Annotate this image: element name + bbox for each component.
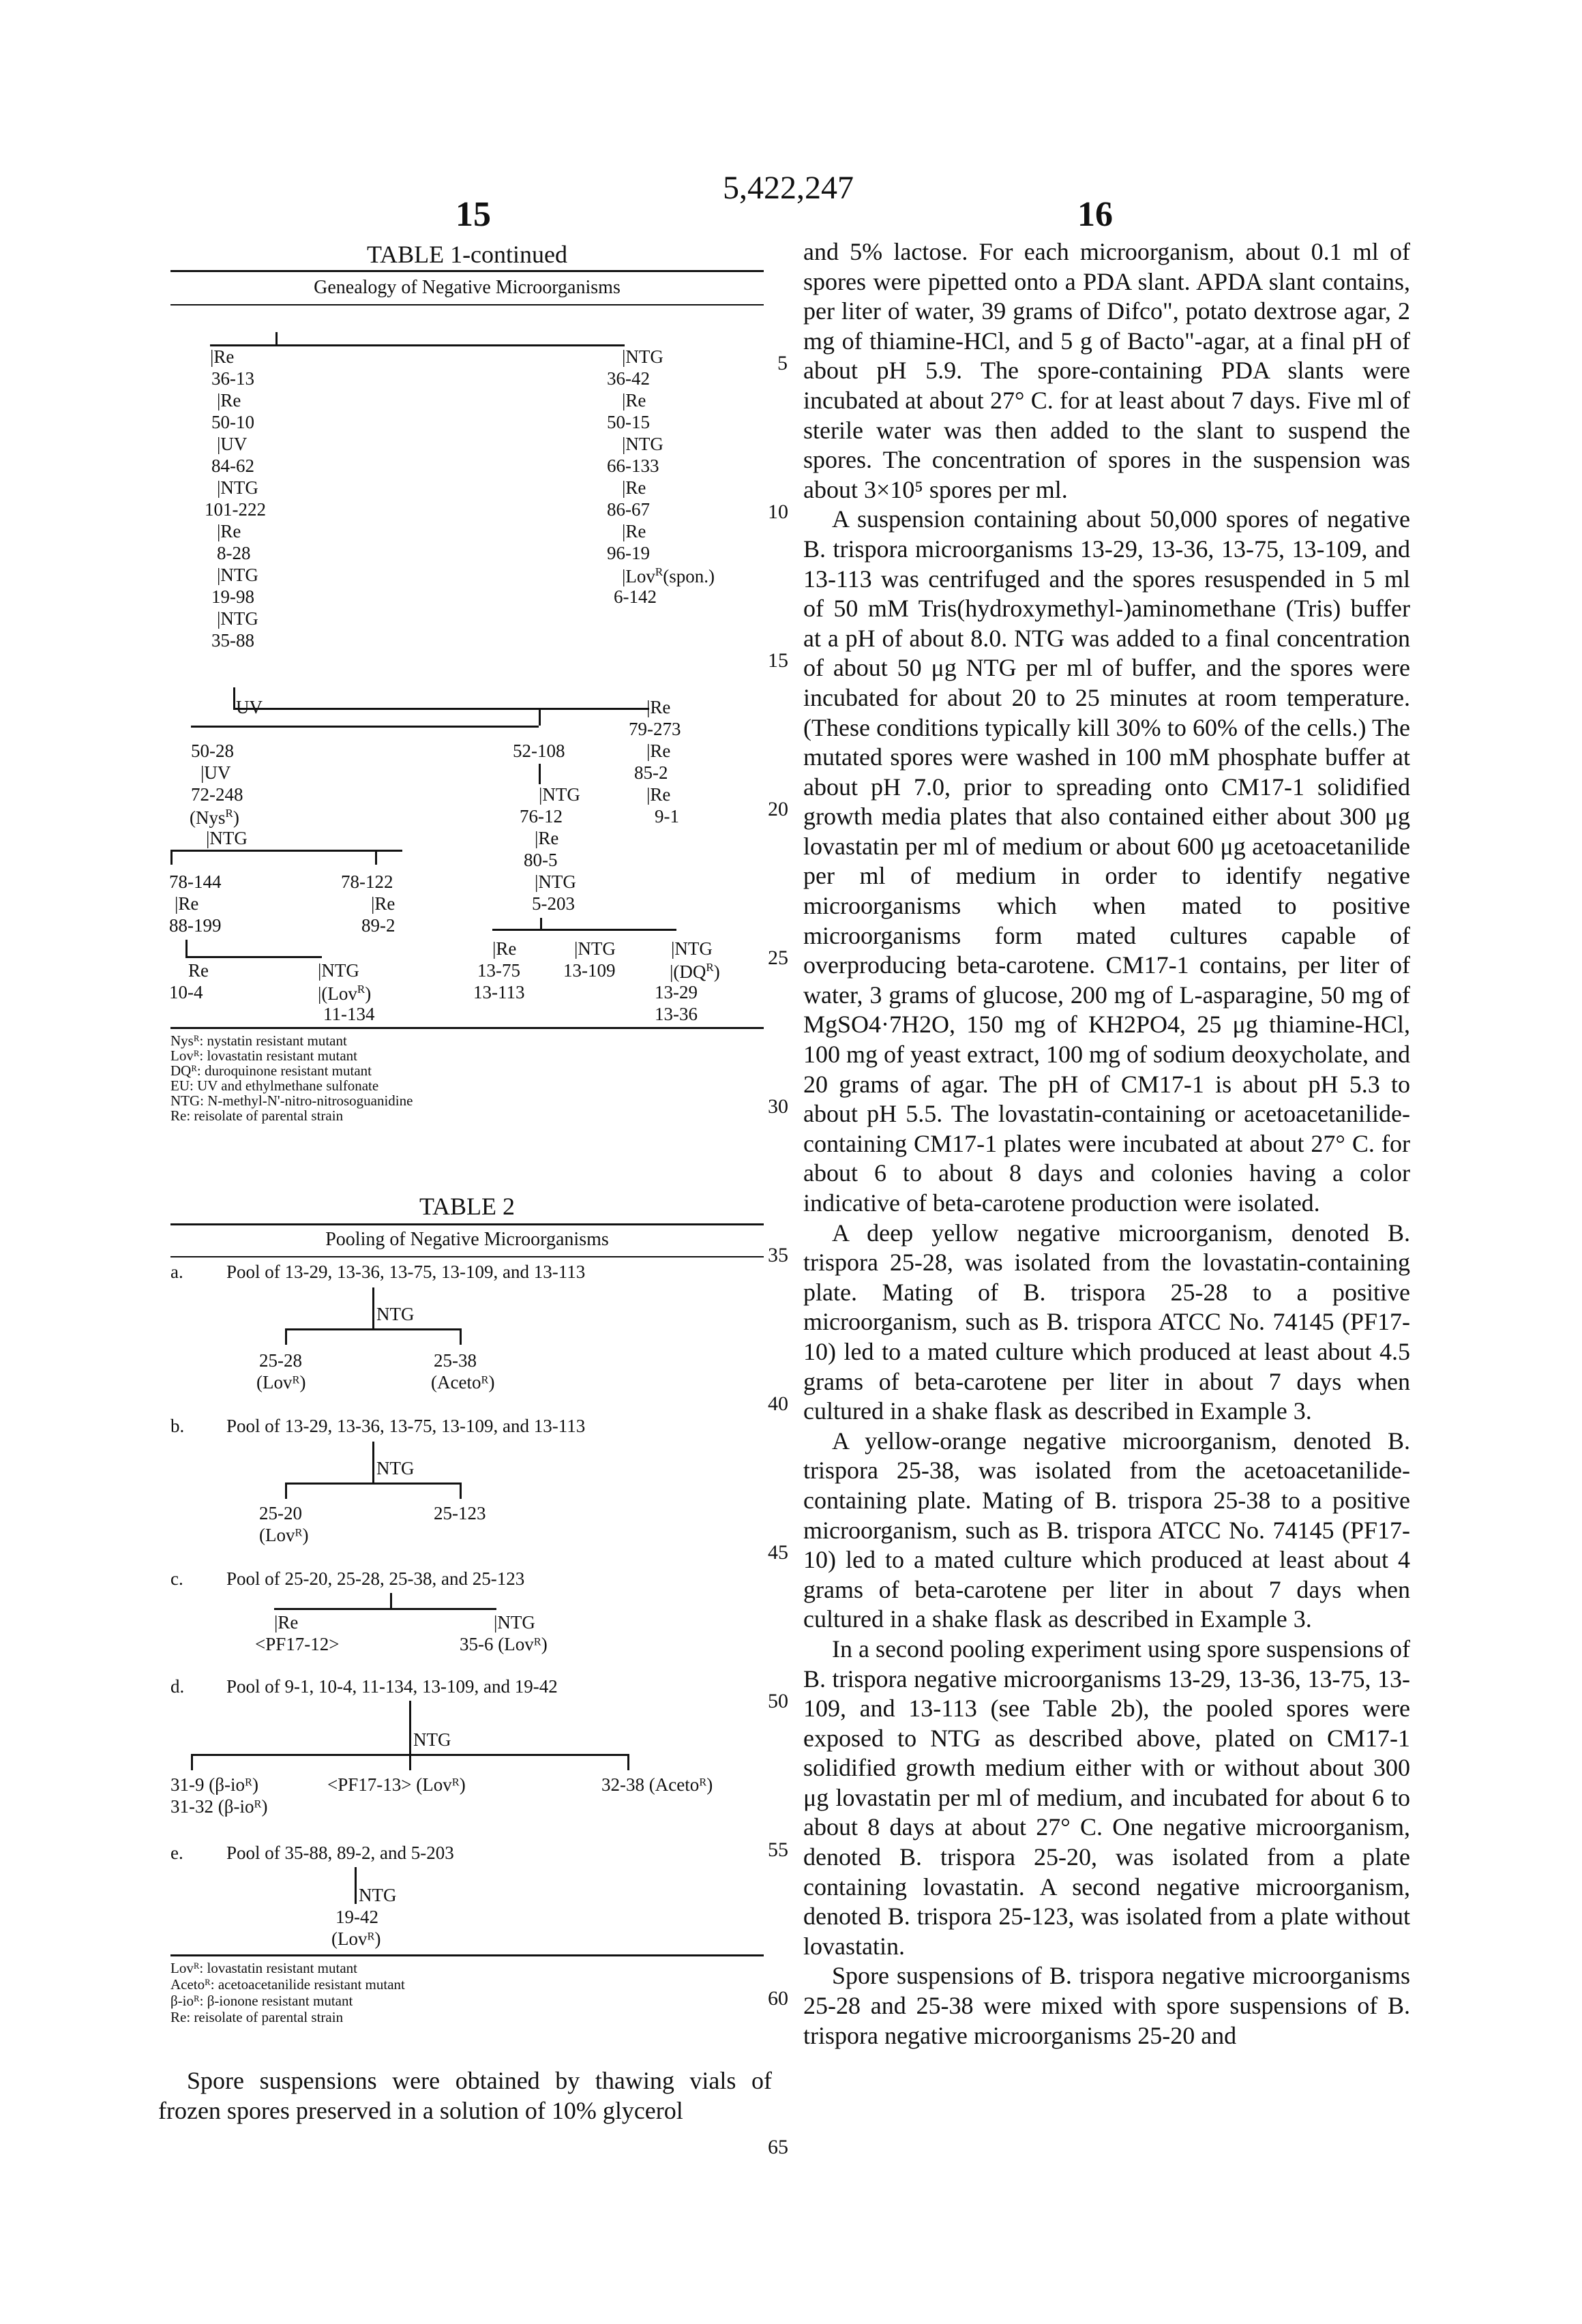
tree-strain: |(DQR) xyxy=(670,962,720,981)
pool-child: (Lovᴿ) xyxy=(331,1930,381,1948)
table2-footnote: Acetoᴿ: acetoacetanilide resistant mutant xyxy=(170,1978,405,1992)
tree-line xyxy=(285,1328,460,1330)
pool-child: (Acetoᴿ) xyxy=(431,1373,495,1392)
line-number: 40 xyxy=(768,1392,788,1416)
line-number: 5 xyxy=(777,352,788,375)
line-number: 30 xyxy=(768,1095,788,1118)
tree-op: |NTG xyxy=(622,348,663,366)
tree-line xyxy=(285,1483,460,1485)
tree-strain: 80-5 xyxy=(524,851,558,869)
tree-strain: 35-88 xyxy=(211,631,254,650)
tree-op: |Re xyxy=(371,895,395,913)
tree-line xyxy=(409,1754,411,1770)
tree-line xyxy=(539,709,541,726)
tree-strain: 101-222 xyxy=(205,501,266,519)
pool-child: 25-38 xyxy=(434,1352,477,1370)
table2-rule-top xyxy=(170,1223,764,1225)
body-paragraph: In a second pooling experiment using spore suspensions of B. trispora negative microorganisms 13-29, 13-36, 13-75, 13-109, and 13-113 (see Table 2b), the pooled spores were exposed to NTG as described above, plated on CM17-1 solidified growth medium either with or without about 300 μg lovastatin per ml of medium, and incubated for about 6 to about 8 days at about 27° C. One negative microorganism, denoted B. trispora 25-20, was isolated from a plate containing lovastatin. A second negative microorganism, denoted B. trispora 25-123, was isolated from a plate without lovastatin. xyxy=(803,1635,1410,1962)
tree-strain: (NysR) xyxy=(190,807,239,827)
tree-op: |UV xyxy=(200,764,230,782)
tree-op: |Re xyxy=(622,391,646,410)
tree-op: |NTG xyxy=(217,610,258,628)
tree-strain: |(LovR) xyxy=(318,983,371,1003)
pool-description: Pool of 13-29, 13-36, 13-75, 13-109, and 13-113 xyxy=(226,1263,585,1281)
table1-subtitle: Genealogy of Negative Microorganisms xyxy=(170,277,764,299)
tree-line xyxy=(390,1593,392,1608)
table1-rule-top xyxy=(170,270,764,272)
tree-line xyxy=(372,1287,374,1328)
tree-line xyxy=(170,850,402,852)
tree-line xyxy=(185,940,188,956)
table1-footnote: Lovᴿ: lovastatin resistant mutant xyxy=(170,1049,357,1063)
pool-letter: b. xyxy=(170,1417,184,1435)
line-number: 20 xyxy=(768,798,788,821)
pool-child: 25-28 xyxy=(259,1352,302,1370)
tree-line xyxy=(372,1442,374,1483)
pool-description: Pool of 25-20, 25-28, 25-38, and 25-123 xyxy=(226,1570,524,1588)
table2-title: TABLE 2 xyxy=(170,1192,764,1221)
tree-strain: 13-36 xyxy=(655,1005,698,1024)
pool-child: 31-9 (β-ioᴿ) xyxy=(170,1776,258,1794)
table1-rule-bottom xyxy=(170,1027,764,1029)
tree-line xyxy=(409,1701,411,1754)
pool-letter: d. xyxy=(170,1678,184,1696)
tree-strain: 76-12 xyxy=(520,807,563,826)
tree-strain: 85-2 xyxy=(634,764,668,782)
line-number: 35 xyxy=(768,1244,788,1267)
line-number: 45 xyxy=(768,1541,788,1564)
tree-strain: 52-108 xyxy=(513,742,565,760)
tree-strain: 86-67 xyxy=(607,501,650,519)
table2-footnote: Lovᴿ: lovastatin resistant mutant xyxy=(170,1961,357,1976)
tree-op: |Re xyxy=(646,786,670,804)
tree-op: |NTG xyxy=(622,435,663,453)
tree-op: |Re xyxy=(175,895,198,913)
pool-child: 32-38 (Acetoᴿ) xyxy=(601,1776,713,1794)
tree-line xyxy=(233,708,649,710)
table1-footnote: Nysᴿ: nystatin resistant mutant xyxy=(170,1034,347,1048)
tree-strain: 88-199 xyxy=(169,917,222,935)
left-body-text: Spore suspensions were obtained by thawing vials of frozen spores preserved in a solution of 10% glycerol xyxy=(158,2066,772,2126)
pool-child: 35-6 (Lovᴿ) xyxy=(460,1635,548,1654)
tree-op: NTG xyxy=(376,1459,415,1478)
tree-op: |Re xyxy=(492,940,516,958)
tree-line xyxy=(539,764,541,784)
tree-strain: 13-109 xyxy=(563,962,616,980)
pool-child: <PF17-12> xyxy=(255,1635,339,1654)
tree-line xyxy=(191,726,539,728)
tree-strain: 66-133 xyxy=(607,457,659,475)
line-number: 55 xyxy=(768,1838,788,1862)
tree-op: |Re xyxy=(646,698,670,717)
tree-line xyxy=(375,850,377,865)
tree-strain: 19-98 xyxy=(211,588,254,606)
pool-description: Pool of 9-1, 10-4, 11-134, 13-109, and 19-42 xyxy=(226,1678,558,1696)
tree-strain: 13-113 xyxy=(473,983,525,1002)
tree-line xyxy=(627,1754,629,1770)
tree-op: |NTG xyxy=(217,479,258,497)
tree-strain: 72-248 xyxy=(191,786,243,804)
tree-line xyxy=(460,1483,462,1499)
tree-op: |Re xyxy=(646,742,670,760)
body-paragraph: and 5% lactose. For each microorganism, about 0.1 ml of spores were pipetted onto a PDA slant. APDA slant contains, per liter of water, 39 grams of Difco", potato dextrose agar, 2 mg of thiamine-HCl, and 5 g of Bacto"-agar, at a final pH of about pH 5.9. The spore-containing PDA slants were incubated at about 27° C. for at least about 7 days. Five ml of sterile water was then added to the slant to suspend the spores. The concentration of spores in the suspension was about 3×10⁵ spores per ml. xyxy=(803,237,1410,505)
table2-footnote: Re: reisolate of parental strain xyxy=(170,2010,343,2025)
tree-line xyxy=(210,344,625,346)
tree-line xyxy=(274,1608,496,1610)
right-page-number: 16 xyxy=(1077,194,1113,235)
tree-strain: 13-75 xyxy=(477,962,520,980)
tree-op: |NTG xyxy=(535,873,576,891)
tree-op: |NTG xyxy=(494,1613,535,1632)
table1-footnote: EU: UV and ethylmethane sulfonate xyxy=(170,1079,378,1093)
tree-op: Re xyxy=(188,962,209,980)
body-paragraph: A deep yellow negative microorganism, denoted B. trispora 25-28, was isolated from the lovastatin-containing plate. Mating of B. trispora 25-28 to a positive microorganism, such as B. trispora ATCC No. 74145 (PF17-10) led to a mated culture which produced at least about 4.5 grams of beta-carotene per liter in about 7 days when cultured in a shake flask as described in Example 3. xyxy=(803,1219,1410,1427)
tree-line xyxy=(540,918,542,929)
line-number: 10 xyxy=(768,501,788,524)
table2-footnote: β-ioᴿ: β-ionone resistant mutant xyxy=(170,1994,353,2008)
tree-strain: 78-122 xyxy=(341,873,393,891)
tree-line xyxy=(285,1328,287,1345)
tree-strain: 10-4 xyxy=(169,983,203,1002)
tree-op: |Re xyxy=(622,522,646,541)
tree-op: |NTG xyxy=(217,566,258,584)
table2-subtitle: Pooling of Negative Microorganisms xyxy=(170,1229,764,1251)
tree-line xyxy=(185,956,322,958)
tree-line xyxy=(170,850,173,865)
tree-op: NTG xyxy=(359,1886,397,1905)
tree-line xyxy=(275,332,278,344)
tree-line xyxy=(191,1754,193,1770)
line-number: 60 xyxy=(768,1987,788,2010)
tree-strain: 84-62 xyxy=(211,457,254,475)
pool-child: 19-42 xyxy=(335,1908,378,1926)
tree-op: |NTG xyxy=(574,940,616,958)
tree-line xyxy=(233,687,235,708)
tree-op: |LovR(spon.) xyxy=(622,566,715,586)
table2-rule-bottom xyxy=(170,1954,764,1956)
table1-rule-sub xyxy=(170,304,764,306)
table1-footnote: NTG: N-methyl-N'-nitro-nitrosoguanidine xyxy=(170,1094,413,1108)
tree-op: |UV xyxy=(217,435,247,453)
tree-line xyxy=(460,1328,462,1345)
pool-child: (Lovᴿ) xyxy=(259,1526,309,1545)
tree-strain: 89-2 xyxy=(361,917,395,935)
table1-footnote: Re: reisolate of parental strain xyxy=(170,1109,343,1123)
tree-strain: 36-42 xyxy=(607,370,650,388)
tree-strain: 11-134 xyxy=(323,1005,375,1024)
tree-op: NTG xyxy=(376,1305,415,1324)
tree-op: |Re xyxy=(217,522,241,541)
pool-description: Pool of 35-88, 89-2, and 5-203 xyxy=(226,1844,454,1862)
tree-strain: 8-28 xyxy=(217,544,251,563)
patent-number: 5,422,247 xyxy=(723,169,854,207)
line-number: 65 xyxy=(768,2136,788,2159)
tree-strain: 50-28 xyxy=(191,742,234,760)
body-paragraph: A suspension containing about 50,000 spores of negative B. trispora microorganisms 13-29, 13-36, 13-75, 13-109, and 13-113 was centrifuged and the spores resuspended in 5 ml of 50 mM Tris(hydroxymethyl-)aminomethane (Tris) buffer at a pH of about 8.0. NTG was added to a final concentration of about 50 μg NTG per ml of buffer, and the spores were incubated for about 20 to 25 minutes at room temperature. (These conditions typically kill 30% to 60% of the cells.) The mutated spores were washed in 100 mM phosphate buffer at about pH 7.0, prior to spreading onto CM17-1 solidified growth media plates that also contained either about 300 μg lovastatin per ml of medium or about 600 μg acetoacetanilide per ml of medium in order to identify negative microorganisms which when mated to positive microorganisms form mated cultures capable of overproducing beta-carotene. CM17-1 contains, per liter of water, 3 grams of glucose, 200 mg of L-asparagine, 50 mg of MgSO4·7H2O, 150 mg of KH2PO4, 25 μg thiamine-HCl, 100 mg of yeast extract, 100 mg of sodium deoxycholate, and 20 grams of agar. The pH of CM17-1 is about pH 5.3 to about pH 5.5. The lovastatin-containing or acetoacetanilide-containing CM17-1 plates were incubated at about 27° C. for about 6 to about 8 days and colonies having a color indicative of beta-carotene production were isolated. xyxy=(803,505,1410,1218)
tree-line xyxy=(285,1483,287,1499)
tree-op: |NTG xyxy=(539,786,580,804)
tree-strain: 50-15 xyxy=(607,413,650,432)
line-number: 50 xyxy=(768,1690,788,1713)
tree-op: |NTG xyxy=(206,829,248,848)
line-number: 25 xyxy=(768,947,788,970)
table1-title: TABLE 1-continued xyxy=(170,240,764,269)
pool-description: Pool of 13-29, 13-36, 13-75, 13-109, and 13-113 xyxy=(226,1417,585,1435)
tree-strain: 79-273 xyxy=(629,720,681,739)
tree-line xyxy=(492,929,676,931)
tree-op: |Re xyxy=(535,829,558,848)
tree-strain: 50-10 xyxy=(211,413,254,432)
tree-strain: 78-144 xyxy=(169,873,222,891)
tree-strain: 5-203 xyxy=(532,895,575,913)
tree-strain: 9-1 xyxy=(655,807,679,826)
pool-child: (Lovᴿ) xyxy=(256,1373,306,1392)
tree-op: |NTG xyxy=(318,962,359,980)
pool-child: <PF17-13> (Lovᴿ) xyxy=(327,1776,466,1794)
tree-op: |Re xyxy=(622,479,646,497)
table2-rule-sub xyxy=(170,1256,764,1257)
tree-strain: 6-142 xyxy=(614,588,657,606)
tree-op: NTG xyxy=(413,1731,451,1749)
tree-op: |Re xyxy=(217,391,241,410)
tree-op: |Re xyxy=(274,1613,298,1632)
tree-strain: 36-13 xyxy=(211,370,254,388)
tree-op: |Re xyxy=(210,348,234,366)
pool-child: 25-123 xyxy=(434,1504,486,1523)
tree-op: UV xyxy=(236,698,263,717)
body-paragraph: Spore suspensions of B. trispora negative microorganisms 25-28 and 25-38 were mixed with spore suspensions of B. trispora negative microorganisms 25-20 and xyxy=(803,1961,1410,2051)
tree-strain: 13-29 xyxy=(655,983,698,1002)
left-page-number: 15 xyxy=(456,194,491,235)
line-number: 15 xyxy=(768,649,788,672)
table1-footnote: DQᴿ: duroquinone resistant mutant xyxy=(170,1064,372,1078)
pool-child: 31-32 (β-ioᴿ) xyxy=(170,1798,268,1816)
tree-strain: 96-19 xyxy=(607,544,650,563)
pool-letter: a. xyxy=(170,1263,183,1281)
right-body-column xyxy=(803,237,1410,2051)
pool-child: 25-20 xyxy=(259,1504,302,1523)
body-paragraph: A yellow-orange negative microorganism, denoted B. trispora 25-38, was isolated from the acetoacetanilide-containing plate. Mating of B. trispora 25-38 to a positive microorganism, such as B. trispora ATCC No. 74145 (PF17-10) led to a mated culture which produced at least about 4 grams of beta-carotene per liter in about 7 days when cultured in a shake flask as described in Example 3. xyxy=(803,1427,1410,1635)
pool-letter: e. xyxy=(170,1844,183,1862)
tree-line xyxy=(355,1867,357,1904)
tree-op: |NTG xyxy=(671,940,713,958)
pool-letter: c. xyxy=(170,1570,183,1588)
